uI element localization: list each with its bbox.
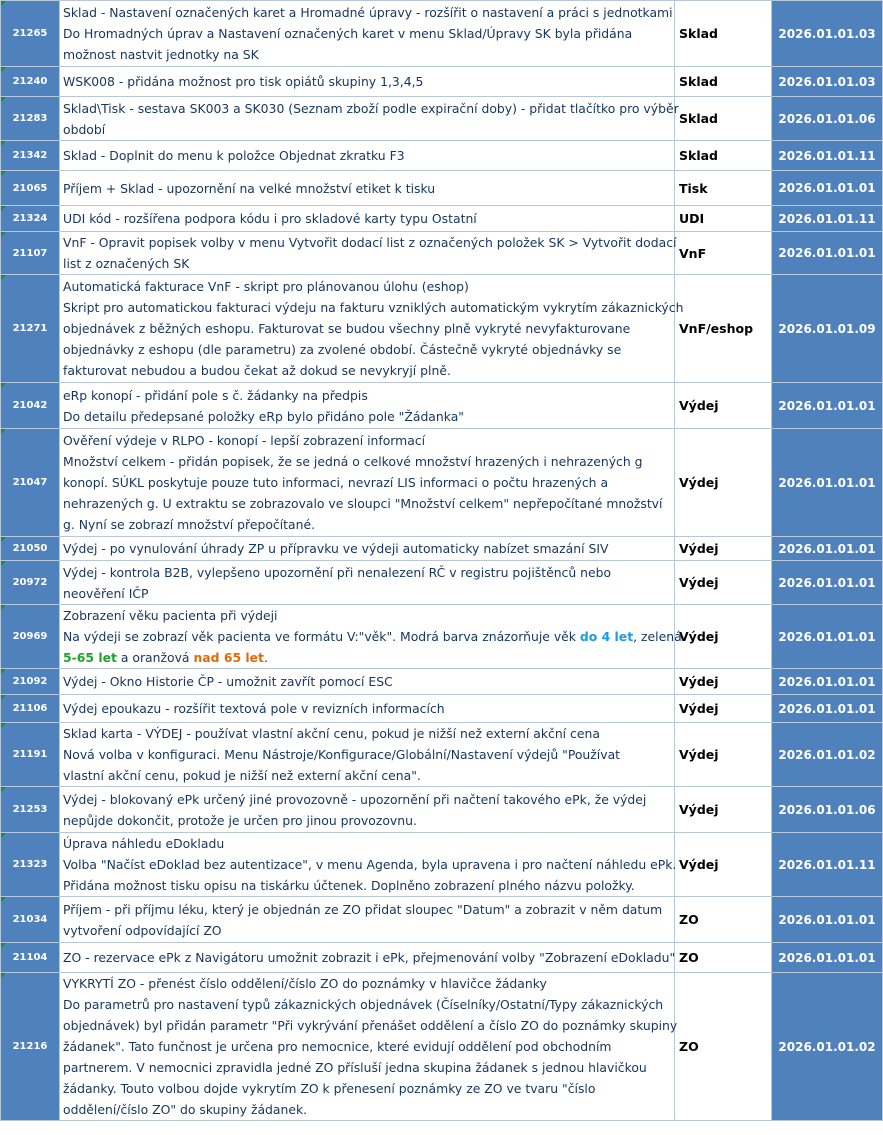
- description-line: vlastní akční cenu, pokud je nižší než externí akční cena".: [63, 768, 421, 783]
- row-id: 21283: [1, 97, 60, 141]
- description-line: UDI kód - rozšířena podpora kódu i pro skladové karty typu Ostatní: [63, 211, 477, 226]
- description-line: Sklad karta - VÝDEJ - používat vlastní akční cenu, pokud je nižší než externí akční cena: [63, 726, 600, 741]
- row-id: 21216: [1, 973, 60, 1121]
- row-description: [60, 561, 675, 605]
- row-module: Sklad: [675, 67, 772, 97]
- row-version: 2026.01.01.01: [772, 171, 883, 206]
- row-description: [60, 833, 675, 897]
- row-module: Výdej: [675, 669, 772, 695]
- row-version: 2026.01.01.06: [772, 787, 883, 833]
- description-line: Výdej - kontrola B2B, vylepšeno upozornění při nenalezení RČ v registru pojištěnců nebo: [63, 564, 612, 580]
- description-line: ZO - rezervace ePk z Navigátoru umožnit zobrazit i ePk, přejmenování volby "Zobrazení eDokladu": [63, 950, 676, 965]
- description-line: [63, 626, 682, 647]
- row-id: 21050: [1, 537, 60, 561]
- description-line: g. Nyní se zobrazí množství přepočítané.: [63, 517, 316, 532]
- row-id: 21271: [1, 275, 60, 383]
- row-id: 21092: [1, 669, 60, 695]
- description-line: Do Hromadných úprav a Nastavení označených karet v menu Sklad/Úpravy SK byla přidána: [63, 26, 633, 41]
- description-line: WSK008 - přidána možnost pro tisk opiátů skupiny 1,3,4,5: [63, 74, 424, 89]
- row-id: 20969: [1, 605, 60, 669]
- description-line: VnF - Opravit popisek volby v menu Vytvořit dodací list z označených položek SK > Vytvořit dodací: [63, 235, 677, 250]
- table-row: [1, 669, 883, 695]
- description-line: Úprava náhledu eDokladu: [63, 836, 225, 851]
- age-color-label: 5-65 let: [63, 650, 117, 665]
- row-version: 2026.01.01.11: [772, 141, 883, 171]
- description-line: objednávek) byl přidán parametr "Při vykrývání přenášet oddělení a číslo ZO do poznámky skupiny: [63, 1018, 678, 1033]
- table-row: [1, 561, 883, 605]
- row-id: 21240: [1, 67, 60, 97]
- row-id: 21106: [1, 695, 60, 723]
- row-id: 21042: [1, 383, 60, 429]
- description-line: Skript pro automatickou fakturaci výdeju na fakturu vzniklých automatickým vykrytím zákaznických: [63, 300, 684, 315]
- row-module: VnF/eshop: [675, 275, 772, 383]
- row-version: 2026.01.01.01: [772, 561, 883, 605]
- row-id: 21191: [1, 723, 60, 787]
- row-description: [60, 171, 675, 206]
- table-row: [1, 695, 883, 723]
- row-description: [60, 232, 675, 275]
- table-row: [1, 141, 883, 171]
- description-line: nehrazených g. U extraktu se zobrazovalo ve sloupci "Množství celkem" nepřepočítané množství: [63, 496, 663, 511]
- description-line: VYKRYTÍ ZO - přenést číslo oddělení/číslo ZO do poznámky v hlavičce žádanky: [63, 976, 547, 991]
- row-version: 2026.01.01.02: [772, 973, 883, 1121]
- description-text: a oranžová: [116, 650, 194, 665]
- description-line: Příjem - při příjmu léku, který je objednán ze ZO přidat sloupec "Datum" a zobrazit v něm datum: [63, 901, 663, 917]
- table-row: [1, 383, 883, 429]
- row-id: 20972: [1, 561, 60, 605]
- row-version: 2026.01.01.03: [772, 67, 883, 97]
- row-id: 21324: [1, 206, 60, 232]
- description-line: Sklad - Doplnit do menu k položce Objednat zkratku F3: [63, 148, 405, 163]
- row-module: Tisk: [675, 171, 772, 206]
- row-version: 2026.01.01.01: [772, 605, 883, 669]
- row-module: Sklad: [675, 141, 772, 171]
- table-row: [1, 232, 883, 275]
- row-id: 21104: [1, 943, 60, 973]
- row-module: Sklad: [675, 97, 772, 141]
- row-module: ZO: [675, 973, 772, 1121]
- row-version: 2026.01.01.01: [772, 232, 883, 275]
- description-line: Výdej - po vynulování úhrady ZP u přípravku ve výdeji automaticky nabízet smazání SIV: [63, 541, 609, 556]
- table-row: [1, 206, 883, 232]
- description-text: , zelená: [633, 629, 682, 644]
- row-id: 21323: [1, 833, 60, 897]
- row-module: Výdej: [675, 605, 772, 669]
- description-line: oddělení/číslo ZO" do skupiny žádanek.: [63, 1102, 308, 1117]
- description-line: období: [63, 121, 106, 137]
- row-id: 21265: [1, 1, 60, 67]
- description-line: Výdej - blokovaný ePk určený jiné provozovně - upozornění při načtení takového ePk, že výdej: [63, 791, 647, 807]
- description-line: Do parametrů pro nastavení typů zákaznických objednávek (Číselníky/Ostatní/Typy zákaznických: [63, 997, 664, 1012]
- row-description: [60, 605, 682, 669]
- description-line: možnost nastvit jednotky na SK: [63, 47, 259, 62]
- row-module: Výdej: [675, 787, 772, 833]
- description-line: Příjem + Sklad - upozornění na velké množství etiket k tisku: [63, 180, 436, 196]
- description-line: nepůjde dokončit, protože je určen pro jinou provozovnu.: [63, 812, 417, 828]
- description-line: neověření IČP: [63, 585, 149, 601]
- description-line: Sklad\Tisk - sestava SK003 a SK030 (Seznam zboží podle expirační doby) - přidat tlačítko pro výběr: [63, 100, 679, 116]
- row-description: [60, 275, 684, 383]
- description-line: list z označených SK: [63, 256, 190, 271]
- row-module: Výdej: [675, 833, 772, 897]
- row-version: 2026.01.01.01: [772, 897, 883, 943]
- description-line: fakturovat nebudou a budou čekat až dokud se nevykryjí plně.: [63, 363, 451, 378]
- row-description: [60, 723, 675, 787]
- description-line: Výdej epoukazu - rozšířit textová pole v revizních informacích: [63, 701, 445, 716]
- table-row: [1, 897, 883, 943]
- description-line: konopí. SÚKL poskytuje pouze tuto informaci, nevrazí LIS informaci o počtu hrazených a: [63, 475, 609, 490]
- description-line: Množství celkem - přidán popisek, že se jedná o celkové množství hrazených i nehrazených g: [63, 454, 643, 469]
- row-version: 2026.01.01.01: [772, 537, 883, 561]
- row-module: Výdej: [675, 561, 772, 605]
- description-line: Zobrazení věku pacienta při výdeji: [63, 608, 278, 623]
- row-module: Výdej: [675, 537, 772, 561]
- description-line: žádanek". Tato funčnost je určena pro nemocnice, které evidují oddělení pod obchodním: [63, 1039, 612, 1054]
- row-id: 21107: [1, 232, 60, 275]
- row-version: 2026.01.01.03: [772, 1, 883, 67]
- description-line: objednávky z eshopu (dle parametru) za zvolené období. Částečně vykryté objednávky se: [63, 342, 622, 357]
- description-line: objednávek z běžných eshopu. Fakturovat se budou všechny plně vykryté nevyfakturovane: [63, 321, 631, 336]
- description-line: vytvoření odpovídající ZO: [63, 922, 222, 938]
- row-module: Výdej: [675, 723, 772, 787]
- row-version: 2026.01.01.01: [772, 943, 883, 973]
- row-id: 21034: [1, 897, 60, 943]
- row-description: [60, 429, 675, 537]
- description-line: Volba "Načíst eDoklad bez autentizace", v menu Agenda, byla upravena i pro načtení náhledu ePk.: [63, 857, 677, 872]
- age-color-label: nad 65 let: [193, 650, 264, 665]
- row-id: 21342: [1, 141, 60, 171]
- row-version: 2026.01.01.02: [772, 723, 883, 787]
- description-text: Na výdeji se zobrazí věk pacienta ve formátu V:"věk". Modrá barva znázorňuje věk: [63, 629, 580, 644]
- row-description: [60, 669, 675, 695]
- description-line: partnerem. V nemocnici zpravidla jedné ZO přísluší jedna skupina žádanek s jednou hlavičkou: [63, 1060, 647, 1075]
- description-line: eRp konopí - přidání pole s č. žádanky na předpis: [63, 387, 368, 403]
- row-description: [60, 67, 675, 97]
- row-description: [60, 383, 675, 429]
- description-line: Do detailu předepsané položky eRp bylo přidáno pole "Žádanka": [63, 408, 465, 424]
- description-line: Ověření výdeje v RLPO - konopí - lepší zobrazení informací: [63, 433, 426, 448]
- row-description: [60, 695, 675, 723]
- row-version: 2026.01.01.09: [772, 275, 883, 383]
- row-module: Výdej: [675, 429, 772, 537]
- row-id: 21253: [1, 787, 60, 833]
- row-version: 2026.01.01.06: [772, 97, 883, 141]
- table-row: [1, 723, 883, 787]
- row-description: [60, 537, 675, 561]
- row-module: Výdej: [675, 695, 772, 723]
- row-description: [60, 787, 675, 833]
- description-line: Nová volba v konfiguraci. Menu Nástroje/Konfigurace/Globální/Nastavení výdejů "Používat: [63, 747, 621, 762]
- row-module: Výdej: [675, 383, 772, 429]
- row-description: [60, 897, 675, 943]
- row-module: VnF: [675, 232, 772, 275]
- row-version: 2026.01.01.11: [772, 206, 883, 232]
- description-line: žádanky. Touto volbou dojde vykrytím ZO k přenesení poznámky ze ZO ve tvaru "číslo: [63, 1081, 596, 1096]
- row-version: 2026.01.01.11: [772, 833, 883, 897]
- table-row: [1, 429, 883, 537]
- description-text: .: [263, 650, 268, 665]
- description-line: Automatická fakturace VnF - skript pro plánovanou úlohu (eshop): [63, 279, 469, 294]
- row-description: [60, 97, 679, 141]
- row-version: 2026.01.01.01: [772, 669, 883, 695]
- table-row: [1, 943, 883, 973]
- table-row: [1, 973, 883, 1121]
- row-description: [60, 943, 675, 973]
- row-id: 21047: [1, 429, 60, 537]
- description-line: Výdej - Okno Historie ČP - umožnit zavřít pomocí ESC: [63, 674, 393, 689]
- table-row: [1, 537, 883, 561]
- age-color-label: do 4 let: [579, 629, 634, 644]
- row-description: [60, 206, 675, 232]
- row-module: UDI: [675, 206, 772, 232]
- row-version: 2026.01.01.01: [772, 695, 883, 723]
- row-module: ZO: [675, 897, 772, 943]
- table-row: [1, 605, 883, 669]
- table-row: [1, 833, 883, 897]
- row-description: [60, 1, 675, 67]
- table-row: [1, 171, 883, 206]
- table-row: [1, 97, 883, 141]
- table-row: [1, 67, 883, 97]
- table-row: [1, 787, 883, 833]
- table-row: [1, 275, 883, 383]
- description-line: Přidána možnost tisku opisu na tiskárku účtenek. Doplněno zobrazení plného názvu položky.: [63, 878, 635, 893]
- row-version: 2026.01.01.01: [772, 383, 883, 429]
- row-module: Sklad: [675, 1, 772, 67]
- description-line: [63, 647, 672, 668]
- row-id: 21065: [1, 171, 60, 206]
- changelog-body: [1, 1, 883, 1121]
- row-description: [60, 973, 678, 1121]
- description-line: Sklad - Nastavení označených karet a Hromadné úpravy - rozšířit o nastavení a práci s jednotkami: [63, 5, 673, 20]
- table-row: [1, 1, 883, 67]
- row-description: [60, 141, 675, 171]
- row-version: 2026.01.01.01: [772, 429, 883, 537]
- row-module: ZO: [675, 943, 772, 973]
